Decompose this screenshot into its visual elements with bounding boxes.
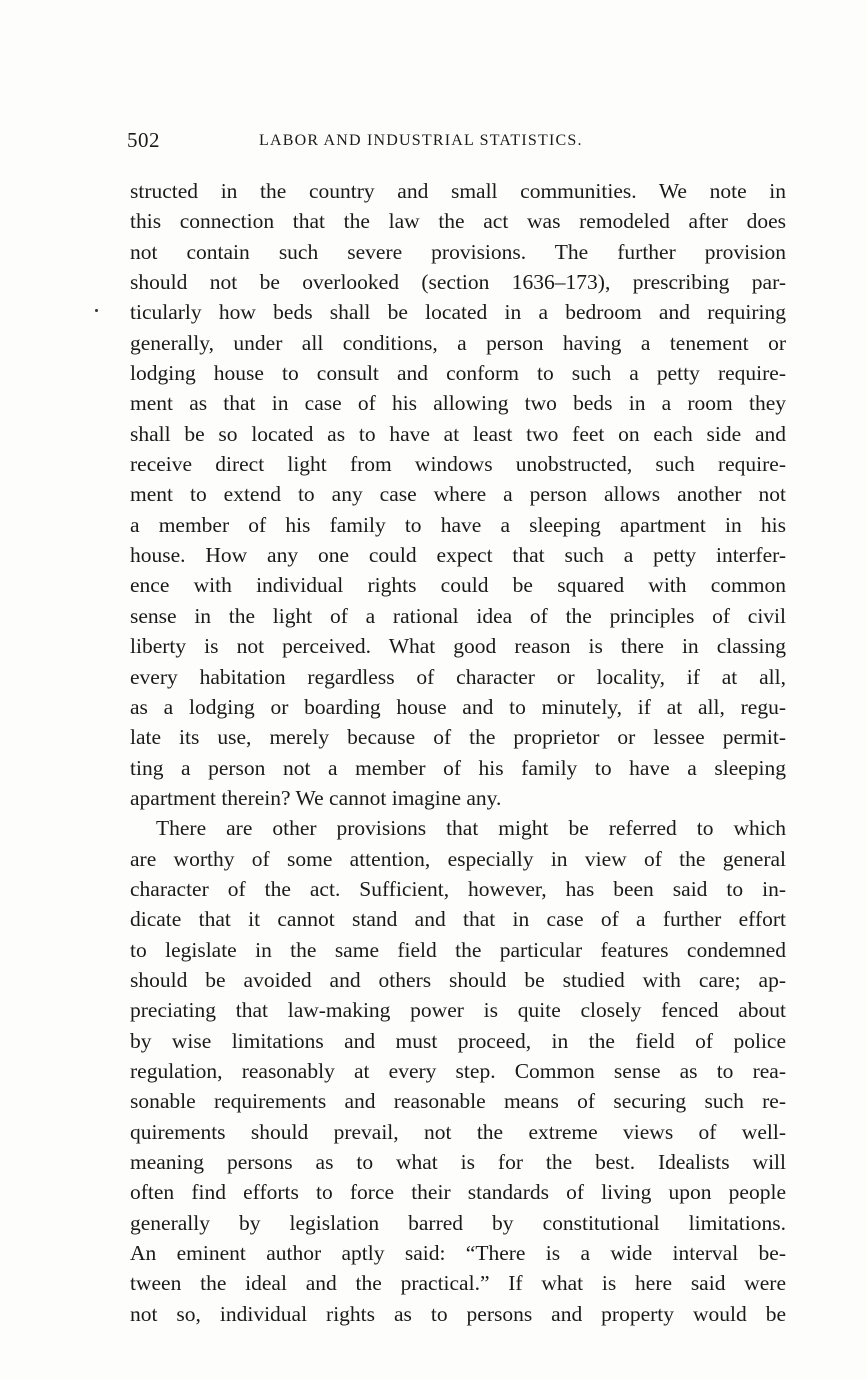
text-line: ment to extend to any case where a person allows another not (130, 482, 786, 507)
text-line: receive direct light from windows unobstructed, such require- (130, 452, 786, 477)
text-line: house. How any one could expect that such a petty interfer- (130, 543, 786, 568)
margin-speck (95, 309, 98, 312)
text-line: generally, under all conditions, a person having a tenement or (130, 330, 786, 355)
text-line: not contain such severe provisions. The further provision (130, 239, 786, 264)
text-line: every habitation regardless of character or locality, if at all, (130, 664, 786, 689)
text-line: generally by legislation barred by constitutional limitations. (130, 1210, 786, 1235)
text-line: preciating that law-making power is quite closely fenced about (130, 998, 786, 1023)
text-line: lodging house to consult and conform to such a petty require- (130, 361, 786, 386)
text-line: There are other provisions that might be referred to which (156, 816, 786, 841)
text-line: not so, individual rights as to persons and property would be (130, 1301, 786, 1326)
text-line: regulation, reasonably at every step. Common sense as to rea- (130, 1058, 786, 1083)
text-line: as a lodging or boarding house and to minutely, if at all, regu- (130, 694, 786, 719)
text-line: apartment therein? We cannot imagine any. (130, 785, 502, 810)
paragraph-2 (130, 813, 786, 1329)
text-line: should not be overlooked (section 1636–173), prescribing par- (130, 270, 786, 295)
text-line: by wise limitations and must proceed, in the field of police (130, 1028, 786, 1053)
text-line: meaning persons as to what is for the best. Idealists will (130, 1150, 786, 1174)
text-line: ticularly how beds shall be located in a bedroom and requiring (130, 300, 786, 325)
paragraph-1 (130, 176, 786, 813)
text-line: often find efforts to force their standards of living upon people (130, 1180, 786, 1205)
running-title: LABOR AND INDUSTRIAL STATISTICS. (259, 132, 583, 149)
text-line: are worthy of some attention, especially in view of the general (130, 846, 786, 871)
page-number: 502 (127, 128, 160, 152)
text-line: late its use, merely because of the proprietor or lessee permit- (130, 725, 786, 750)
running-head (127, 128, 787, 158)
body-text (130, 176, 786, 1329)
text-line: structed in the country and small communities. We note in (130, 179, 786, 203)
text-line: shall be so located as to have at least two feet on each side and (130, 421, 786, 446)
text-line: sense in the light of a rational idea of the principles of civil (130, 603, 786, 628)
text-line: tween the ideal and the practical.” If what is here said were (130, 1271, 786, 1296)
text-line: dicate that it cannot stand and that in case of a further effort (130, 907, 786, 932)
text-line: ence with individual rights could be squared with common (130, 573, 786, 598)
text-line: ting a person not a member of his family to have a sleeping (130, 755, 786, 780)
text-line: this connection that the law the act was remodeled after does (130, 209, 786, 234)
text-line: should be avoided and others should be studied with care; ap- (130, 967, 786, 992)
text-line: a member of his family to have a sleeping apartment in his (130, 512, 786, 537)
text-line: An eminent author aptly said: “There is a wide interval be- (130, 1241, 786, 1266)
text-line: ment as that in case of his allowing two beds in a room they (130, 391, 786, 416)
text-line: to legislate in the same field the particular features condemned (130, 937, 786, 962)
text-line: quirements should prevail, not the extreme views of well- (130, 1119, 786, 1144)
text-line: sonable requirements and reasonable means of securing such re- (130, 1089, 786, 1114)
text-line: character of the act. Sufficient, however, has been said to in- (130, 876, 786, 901)
text-line: liberty is not perceived. What good reason is there in classing (130, 634, 786, 659)
